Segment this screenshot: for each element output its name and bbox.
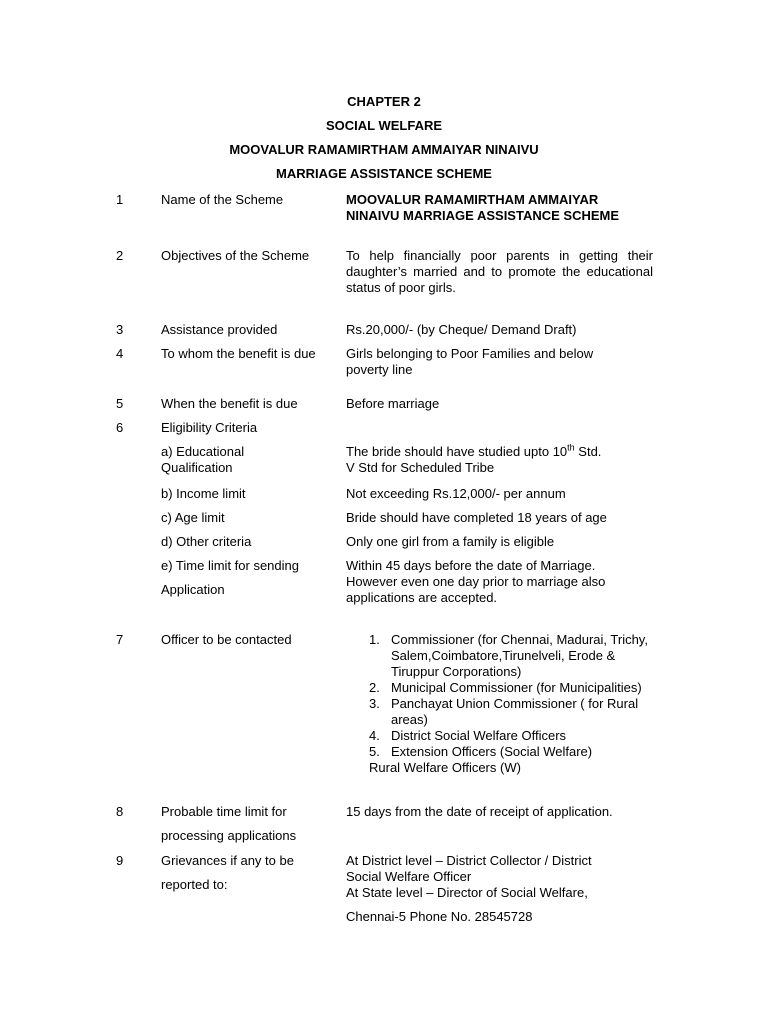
officer-list — [369, 632, 659, 776]
row-number: 1 — [116, 192, 124, 207]
row-value-when-due: Before marriage — [346, 396, 440, 411]
row-value-grievances — [346, 853, 653, 925]
eligibility-age-value: Bride should have completed 18 years of age — [346, 510, 607, 525]
eligibility-other-value: Only one girl from a family is eligible — [346, 534, 555, 549]
row-label-objectives: Objectives of the Scheme — [161, 248, 310, 263]
scheme-heading-line2: MARRIAGE ASSISTANCE SCHEME — [276, 166, 492, 181]
row-label-when-due: When the benefit is due — [161, 396, 298, 411]
officer-list-item: 3. Panchayat Union Commissioner ( for Rural areas) — [369, 696, 639, 727]
grievances-value-line2: Social Welfare Officer — [346, 869, 472, 884]
row-number: 8 — [116, 804, 124, 819]
officer-list-trailing: Rural Welfare Officers (W) — [369, 760, 521, 775]
row-number: 5 — [116, 396, 124, 411]
timelimit-label-line1: e) Time limit for sending — [161, 558, 299, 573]
grievances-label-line1: Grievances if any to be — [161, 853, 294, 868]
eligibility-age-label: c) Age limit — [161, 510, 225, 525]
row-label-assistance: Assistance provided — [161, 322, 278, 337]
education-value-line1: The bride should have studied upto 10th Std. — [346, 442, 602, 459]
grievances-value-line4: Chennai-5 Phone No. 28545728 — [346, 909, 533, 924]
row-number: 9 — [116, 853, 124, 868]
processing-label-line1: Probable time limit for — [161, 804, 287, 819]
scheme-name-line1: MOOVALUR RAMAMIRTHAM AMMAIYAR — [346, 192, 599, 207]
eligibility-other-label: d) Other criteria — [161, 534, 252, 549]
row-label-beneficiary: To whom the benefit is due — [161, 346, 316, 361]
row-number: 3 — [116, 322, 124, 337]
row-value-processing-time: 15 days from the date of receipt of application. — [346, 804, 613, 819]
row-label-grievances — [161, 853, 331, 893]
row-label-processing-time — [161, 804, 331, 844]
officer-list-item: 1. Commissioner (for Chennai, Madurai, Trichy, Salem,Coimbatore,Tirunelveli, Erode & Tiruppur Corporations) — [369, 632, 648, 679]
row-value-scheme-name — [346, 192, 653, 224]
row-label-scheme-name: Name of the Scheme — [161, 192, 284, 207]
row-number: 4 — [116, 346, 124, 361]
grievances-label-line2: reported to: — [161, 877, 228, 892]
scheme-heading-line1: MOOVALUR RAMAMIRTHAM AMMAIYAR NINAIVU — [229, 142, 539, 157]
row-label-eligibility: Eligibility Criteria — [161, 420, 258, 435]
grievances-value-line3: At State level – Director of Social Welfare, — [346, 885, 588, 900]
eligibility-income-label: b) Income limit — [161, 486, 246, 501]
scheme-name-line2: NINAIVU MARRIAGE ASSISTANCE SCHEME — [346, 208, 620, 223]
eligibility-timelimit-value: Within 45 days before the date of Marriage. However even one day prior to marriage also applications are accepted. — [346, 558, 606, 605]
eligibility-timelimit-label — [161, 558, 331, 598]
officer-list-item: 5. Extension Officers (Social Welfare) — [369, 744, 593, 759]
row-label-officer: Officer to be contacted — [161, 632, 292, 647]
eligibility-education-label: a) Educational Qualification — [161, 444, 245, 475]
row-value-objectives: To help financially poor parents in getting their daughter’s married and to promote the educational status of poor girls. — [346, 248, 653, 295]
processing-label-line2: processing applications — [161, 828, 297, 843]
chapter-heading: CHAPTER 2 — [347, 94, 421, 109]
officer-list-item: 4. District Social Welfare Officers — [369, 728, 567, 743]
row-value-beneficiary: Girls belonging to Poor Families and below poverty line — [346, 346, 594, 377]
row-number: 6 — [116, 420, 124, 435]
row-value-assistance: Rs.20,000/- (by Cheque/ Demand Draft) — [346, 322, 577, 337]
eligibility-income-value: Not exceeding Rs.12,000/- per annum — [346, 486, 566, 501]
department-heading: SOCIAL WELFARE — [325, 118, 443, 133]
officer-list-item: 2. Municipal Commissioner (for Municipalities) — [369, 680, 642, 695]
timelimit-label-line2: Application — [161, 582, 225, 597]
grievances-value-line1: At District level – District Collector / District — [346, 853, 592, 868]
education-value-line2: V Std for Scheduled Tribe — [346, 460, 495, 475]
row-number: 7 — [116, 632, 124, 647]
row-number: 2 — [116, 248, 124, 263]
eligibility-education-value — [346, 444, 653, 476]
